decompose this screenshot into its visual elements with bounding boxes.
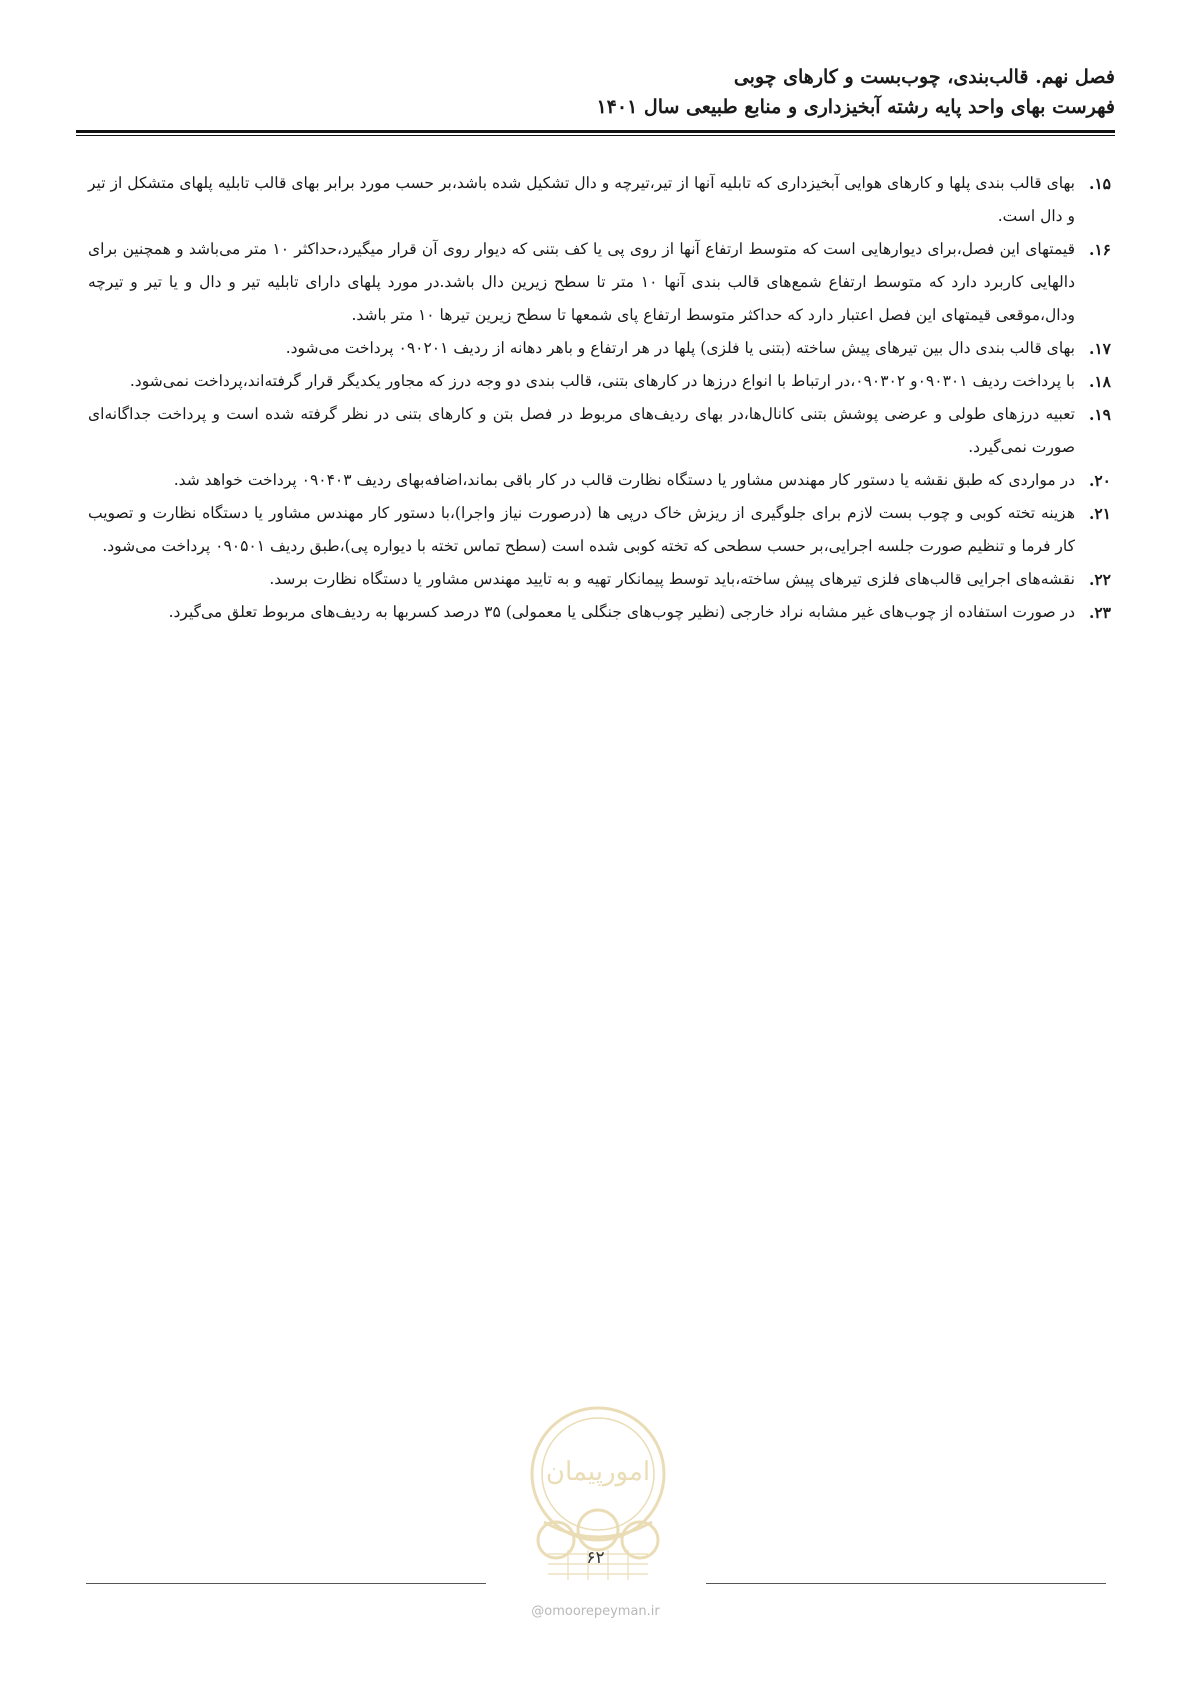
clause-item	[88, 365, 1111, 398]
watermark-url: @omoorepeyman.ir	[531, 1604, 660, 1619]
page-header	[76, 62, 1115, 122]
clause-number: ۱۹.	[1088, 405, 1111, 424]
clause-item	[88, 233, 1111, 332]
clause-item	[88, 497, 1111, 563]
clause-number: ۱۷.	[1088, 339, 1111, 358]
clause-number: ۲۲.	[1088, 570, 1111, 589]
clause-item	[88, 332, 1111, 365]
list-title: فهرست بهای واحد پایه رشته آبخیزداری و منابع طبیعی سال ۱۴۰۱	[596, 96, 1115, 118]
clause-text: نقشه‌های اجرایی قالب‌های فلزی تیرهای پیش ساخته،باید توسط پیمانکار تهیه و به تایید مهندس مشاور یا دستگاه نظارت برسد.	[269, 570, 1075, 588]
page-number: ۶۲	[586, 1548, 605, 1568]
clause-text: بهای قالب بندی پلها و کارهای هوایی آبخیزداری که تابلیه آنها از تیر،تیرچه و دال تشکیل شده باشد،بر حسب مورد برابر بهای قالب تابلیه پلهای متشکل از تیر و دال است.	[88, 174, 1075, 225]
clause-item	[88, 464, 1111, 497]
clause-text: هزینه تخته کوبی و چوب بست لازم برای جلوگیری از ریزش خاک درپی ها (درصورت نیاز واجرا)،با دستور کار مهندس مشاور یا دستگاه نظارت و تصویب کار فرما و تنظیم صورت جلسه اجرایی،بر حسب سطحی که تخته کوبی شده است (سطح تماس تخته با دیواره پی)،طبق ردیف ۰۹۰۵۰۱ پرداخت می‌شود.	[88, 504, 1075, 555]
clause-item	[88, 596, 1111, 629]
clause-item	[88, 398, 1111, 464]
clause-number: ۱۶.	[1088, 240, 1111, 259]
clause-item	[88, 563, 1111, 596]
seal-text: امورپیمان	[545, 1457, 651, 1487]
clause-item	[88, 167, 1111, 233]
header-rule-thick	[76, 130, 1115, 133]
clause-text: با پرداخت ردیف ۰۹۰۳۰۱و ۰۹۰۳۰۲،در ارتباط با انواع درزها در کارهای بتنی، قالب بندی دو وجه درز که مجاور یکدیگر قرار گرفته‌اند،پرداخت نمی‌شود.	[129, 372, 1075, 390]
clause-text: در مواردی که طبق نقشه یا دستور کار مهندس مشاور یا دستگاه نظارت قالب در کار باقی بماند،اضافه‌بهای ردیف ۰۹۰۴۰۳ پرداخت خواهد شد.	[173, 471, 1075, 489]
clauses-list	[88, 167, 1111, 629]
chapter-title: فصل نهم. قالب‌بندی، چوب‌بست و کارهای چوبی	[733, 66, 1115, 88]
clause-number: ۱۸.	[1088, 372, 1111, 391]
footer-rule-right	[706, 1583, 1106, 1584]
footer-rule-left	[86, 1583, 486, 1584]
clause-text: تعبیه درزهای طولی و عرضی پوشش بتنی کانال‌ها،در بهای ردیف‌های مربوط در فصل بتن و کارهای بتنی در نظر گرفته شده است و پرداخت جداگانه‌ای صورت نمی‌گیرد.	[88, 405, 1075, 456]
clause-number: ۱۵.	[1088, 174, 1111, 193]
header-rule-thin	[76, 135, 1115, 136]
clause-text: در صورت استفاده از چوب‌های غیر مشابه نراد خارجی (نظیر چوب‌های جنگلی یا معمولی) ۳۵ درصد کسربها به ردیف‌های مربوط تعلق می‌گیرد.	[168, 603, 1075, 621]
clause-text: قیمتهای این فصل،برای دیوارهایی است که متوسط ارتفاع آنها از روی پی یا کف بتنی که دیوار روی آن قرار میگیرد،حداکثر ۱۰ متر می‌باشد و همچنین برای دالهایی کاربرد دارد که متوسط ارتفاع شمع‌های قالب بندی آنها ۱۰ متر تا سطح زیرین دال باشد.در مورد پلهای دارای تابلیه تیر و دال و یا تیر و تیرچه ودال،موقعی قیمتهای این فصل اعتبار دارد که حداکثر متوسط ارتفاع پای شمعها تا سطح زیرین تیرها ۱۰ متر باشد.	[88, 240, 1075, 324]
clause-text: بهای قالب بندی دال بین تیرهای پیش ساخته (بتنی یا فلزی) پلها در هر ارتفاع و باهر دهانه از ردیف ۰۹۰۲۰۱ پرداخت می‌شود.	[285, 339, 1075, 357]
clause-number: ۲۳.	[1088, 603, 1111, 622]
clause-number: ۲۰.	[1088, 471, 1111, 490]
clause-number: ۲۱.	[1088, 504, 1111, 523]
